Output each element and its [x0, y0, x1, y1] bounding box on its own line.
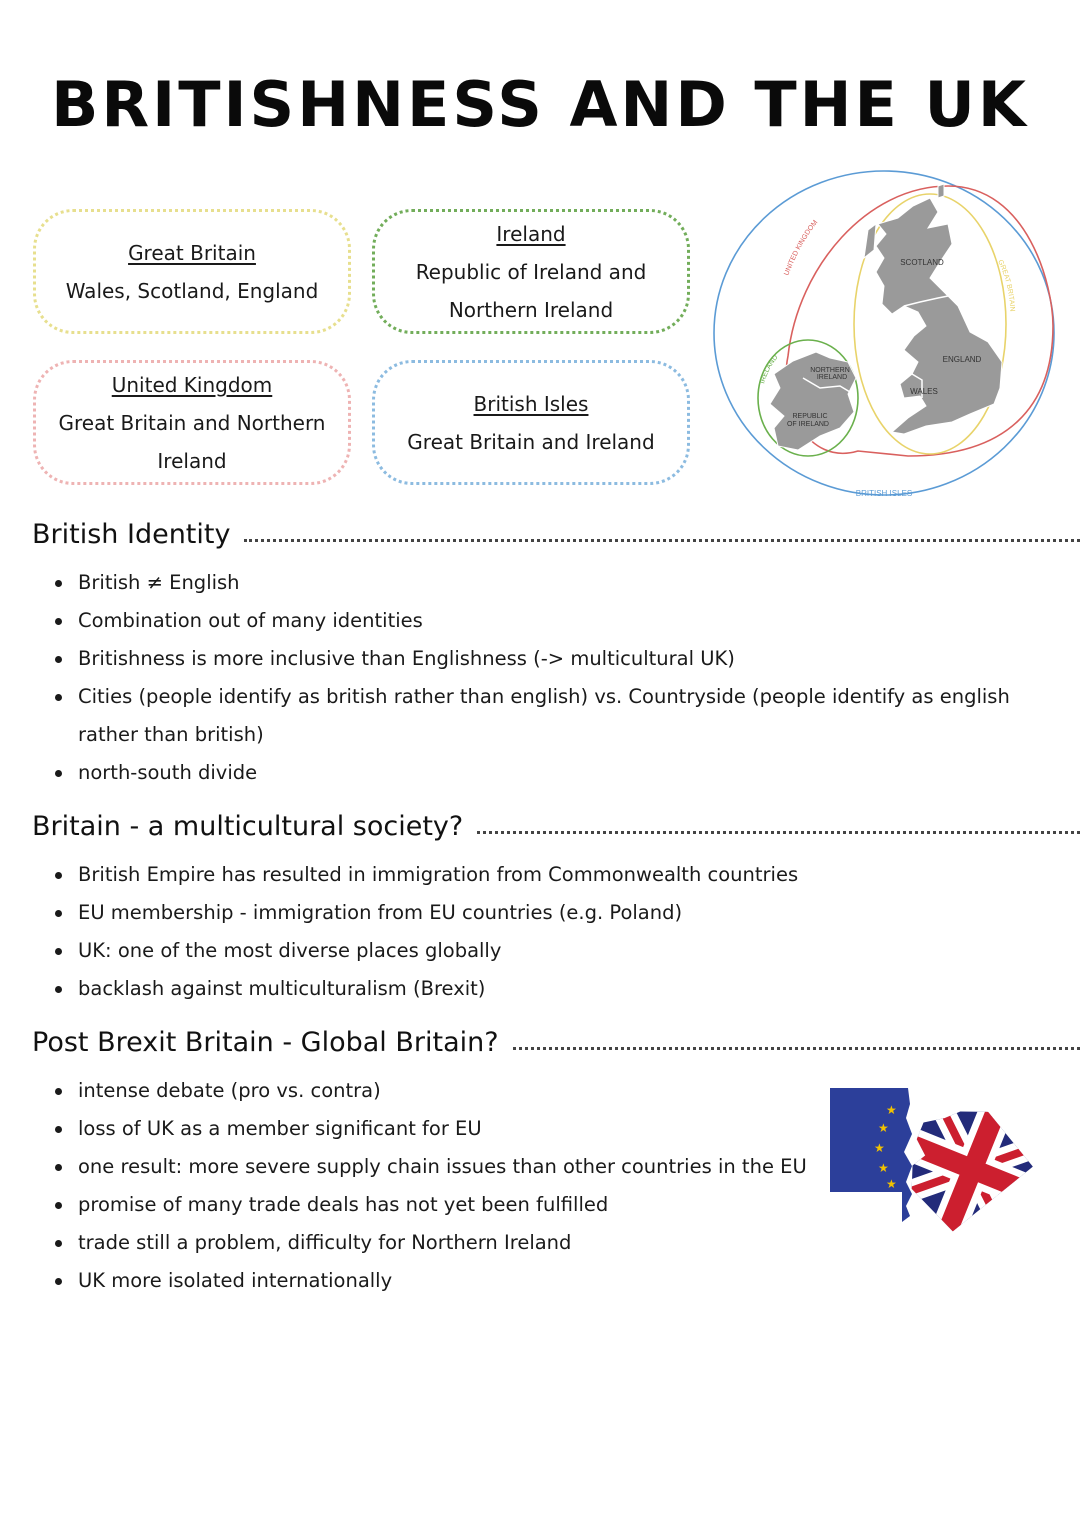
list-item: backlash against multiculturalism (Brexit)	[32, 970, 1080, 1008]
box-title: Ireland	[496, 221, 566, 246]
list-item: Combination out of many identities	[32, 602, 1080, 640]
map-label-united-kingdom	[783, 219, 819, 277]
definition-box-ireland	[372, 209, 690, 334]
list-item: Cities (people identify as british rather than english) vs. Countryside (people identify as english rather than british)	[32, 678, 1080, 754]
brexit-flag-illustration	[826, 1082, 1036, 1240]
list-item: Britishness is more inclusive than Englishness (-> multicultural UK)	[32, 640, 1080, 678]
box-title: British Isles	[473, 391, 589, 416]
list-item: EU membership - immigration from EU countries (e.g. Poland)	[32, 894, 1080, 932]
box-title: United Kingdom	[111, 372, 273, 397]
eu-star-icon: ★	[874, 1141, 885, 1155]
great-britain-landmass	[876, 198, 1002, 434]
list-item: British ≠ English	[32, 564, 1080, 602]
list-item: British Empire has resulted in immigration from Commonwealth countries	[32, 856, 1080, 894]
section-header	[32, 1022, 1080, 1058]
section-british-identity	[32, 514, 1080, 792]
list-item: north-south divide	[32, 754, 1080, 792]
section-header	[32, 514, 1080, 550]
dotted-rule	[244, 539, 1080, 542]
map-label-great-britain-path: GREAT BRITAIN	[996, 258, 1016, 312]
map-label-northern-ireland-1: NORTHERN	[810, 367, 850, 374]
section-heading: Britain - a multicultural society?	[32, 811, 464, 842]
map-label-scotland: SCOTLAND	[900, 258, 944, 267]
page-title: BRITISHNESS AND THE UK	[51, 68, 1029, 141]
box-body: Great Britain and Northern Ireland	[58, 410, 326, 473]
map-label-northern-ireland-2: IRELAND	[816, 374, 848, 381]
box-title: Great Britain	[128, 240, 256, 265]
list-item: loss of UK as a member significant for EU	[32, 1110, 1080, 1148]
eu-flag-piece	[830, 1088, 912, 1222]
list-item: trade still a problem, difficulty for Northern Ireland	[32, 1224, 1080, 1262]
dotted-rule	[513, 1047, 1080, 1050]
definition-box-great-britain	[33, 209, 351, 334]
box-body: Wales, Scotland, England	[65, 278, 319, 303]
list-item: promise of many trade deals has not yet been fulfilled	[32, 1186, 1080, 1224]
map-label-ireland-path: IRELAND	[759, 354, 780, 385]
list-item: UK more isolated internationally	[32, 1262, 1080, 1300]
eu-star-icon: ★	[886, 1177, 897, 1191]
section-header	[32, 806, 1080, 842]
definition-box-british-isles	[372, 360, 690, 485]
map-label-british-isles: BRITISH ISLES	[855, 489, 913, 498]
definition-box-united-kingdom	[33, 360, 351, 485]
hebrides-island	[864, 224, 876, 258]
map-label-united-kingdom-path: UNITED KINGDOM	[783, 219, 820, 277]
list-item: intense debate (pro vs. contra)	[32, 1072, 1080, 1110]
bullet-list	[32, 564, 1080, 792]
map-label-england: ENGLAND	[942, 355, 982, 364]
list-item: UK: one of the most diverse places globally	[32, 932, 1080, 970]
eu-star-icon: ★	[886, 1103, 897, 1117]
bullet-list	[32, 856, 1080, 1008]
section-heading: British Identity	[32, 519, 231, 550]
eu-star-icon: ★	[878, 1121, 889, 1135]
map-label-wales: WALES	[910, 387, 938, 396]
map-label-republic-2: OF IRELAND	[786, 421, 830, 428]
eu-star-icon: ★	[878, 1161, 889, 1175]
section-multicultural-society	[32, 806, 1080, 1008]
dotted-rule	[477, 831, 1080, 834]
map-label-republic-1: REPUBLIC	[792, 413, 828, 420]
box-body: Great Britain and Ireland	[407, 429, 655, 454]
section-heading: Post Brexit Britain - Global Britain?	[32, 1027, 499, 1058]
list-item: one result: more severe supply chain issues than other countries in the EU	[32, 1148, 1080, 1186]
shetland-island	[938, 184, 944, 198]
box-body: Republic of Ireland and Northern Ireland	[415, 259, 647, 322]
british-isles-map	[708, 166, 1060, 502]
